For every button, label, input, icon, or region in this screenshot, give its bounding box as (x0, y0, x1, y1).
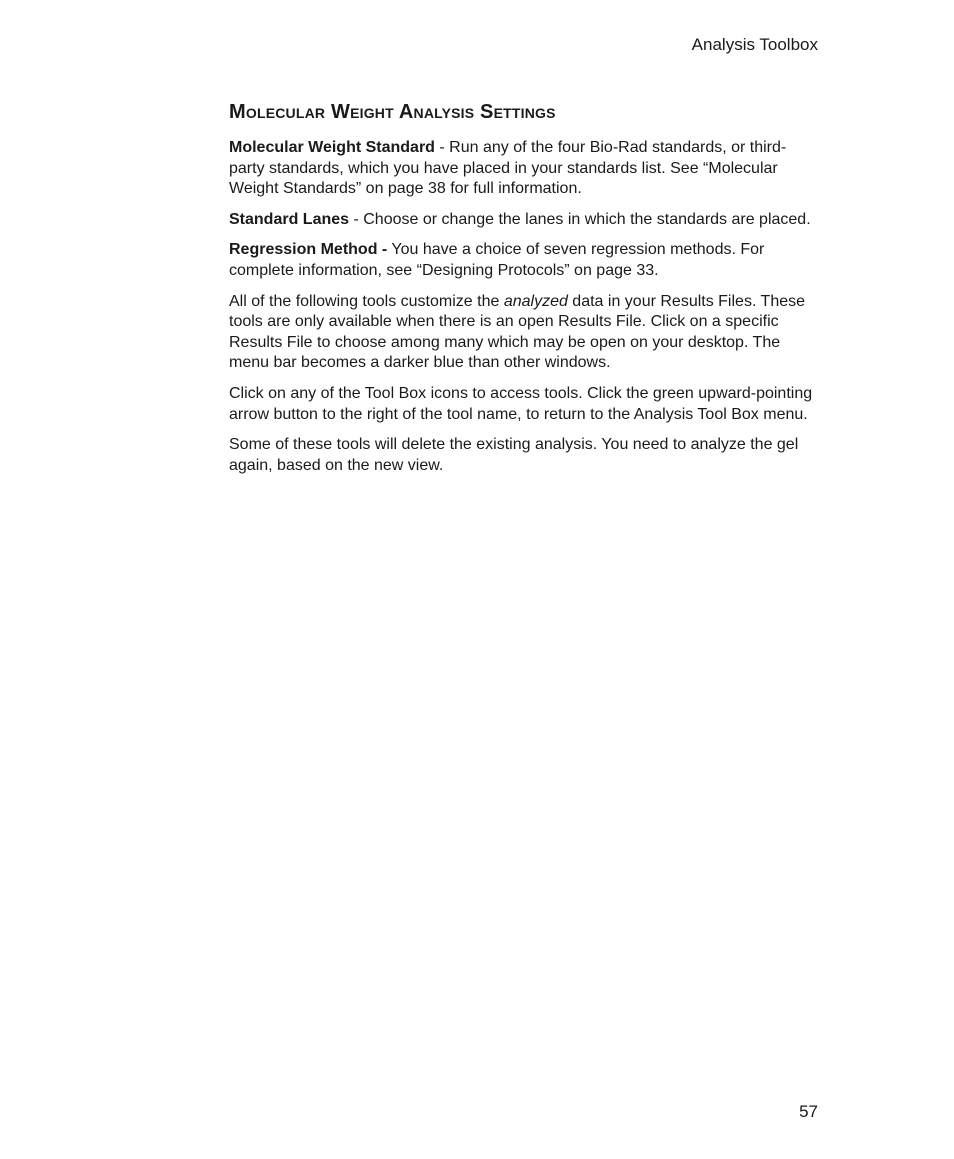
tools-intro-emphasis: analyzed (503, 292, 568, 310)
desc-regression-method: You have a choice of seven regression methods. For complete information, see “Designing Protocols” on page 33. (229, 241, 765, 279)
paragraph-delete-warning: Some of these tools will delete the existing analysis. You need to analyze the gel again, based on the new view. (229, 436, 799, 474)
term-standard-lanes: Standard Lanes (229, 210, 350, 228)
paragraph-mw-standard (229, 138, 815, 200)
running-header: Analysis Toolbox (691, 35, 818, 54)
paragraph-toolbox-icons: Click on any of the Tool Box icons to access tools. Click the green upward-pointing arrow button to the right of the tool name, to return to the Analysis Tool Box menu. (229, 384, 813, 423)
term-mw-standard: Molecular Weight Standard (229, 139, 435, 156)
desc-standard-lanes: - Choose or change the lanes in which the standards are placed. (349, 210, 811, 228)
tools-intro-before: All of the following tools customize the (229, 292, 504, 310)
section-title: Molecular Weight Analysis Settings (229, 101, 556, 123)
term-regression-method: Regression Method - (229, 241, 388, 259)
tools-intro-after: data in your Results Files. These tools are only available when there is an open Results File. Click on a specific Results File to choose among many which may be open on your desktop. The menu bar becomes a darker blue than other windows. (229, 292, 806, 372)
paragraph-standard-lanes (229, 210, 815, 231)
desc-mw-standard: - Run any of the four Bio-Rad standards, or third-party standards, which you have placed in your standards list. See “Molecular Weight Standards” on page 38 for full information. (229, 139, 787, 198)
paragraph-regression-method (229, 240, 815, 281)
paragraph-tools-intro (229, 292, 815, 374)
page-number: 57 (799, 1102, 818, 1121)
page-content (229, 99, 815, 486)
